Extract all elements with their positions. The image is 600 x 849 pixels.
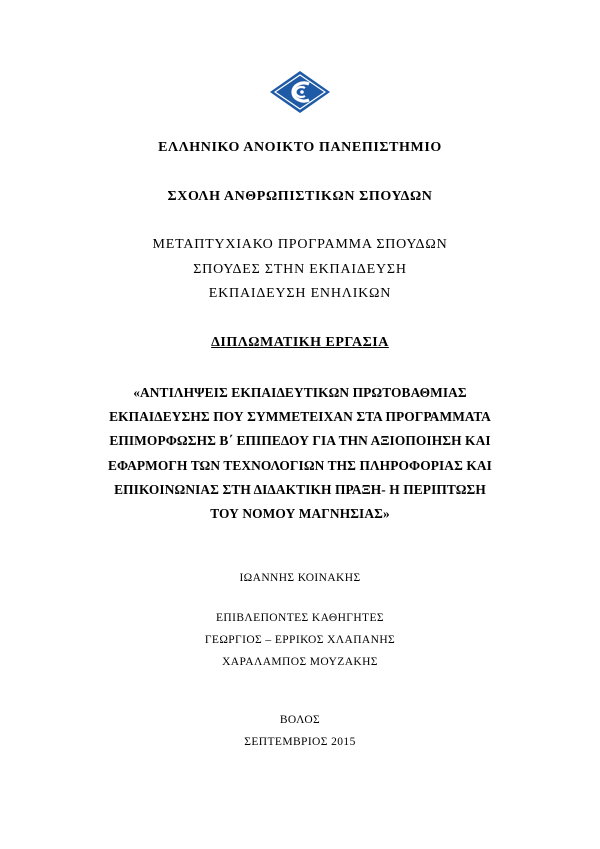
thesis-label: ΔΙΠΛΩΜΑΤΙΚΗ ΕΡΓΑΣΙΑ: [211, 335, 389, 350]
program-line-1: ΜΕΤΑΠΤΥΧΙΑΚΟ ΠΡΟΓΡΑΜΜΑ ΣΠΟΥΔΩΝ: [152, 237, 448, 252]
supervisors-label: ΕΠΙΒΛΕΠΟΝΤΕΣ ΚΑΘΗΓΗΤΕΣ: [216, 612, 384, 624]
city: ΒΟΛΟΣ: [279, 714, 321, 726]
supervisor-name: ΓΕΩΡΓΙΟΣ – ΕΡΡΙΚΟΣ ΧΛΑΠΑΝΗΣ: [204, 634, 396, 646]
thesis-title-line: «ΑΝΤΙΛΗΨΕΙΣ ΕΚΠΑΙΔΕΥΤΙΚΩΝ ΠΡΩΤΟΒΑΘΜΙΑΣ: [133, 385, 467, 400]
supervisor-name: ΧΑΡΑΛΑΜΠΟΣ ΜΟΥΖΑΚΗΣ: [222, 656, 378, 668]
thesis-title-line: ΕΦΑΡΜΟΓΗ ΤΩΝ ΤΕΧΝΟΛΟΓΙΩΝ ΤΗΣ ΠΛΗΡΟΦΟΡΙΑΣ ΚΑΙ: [108, 458, 492, 473]
program-line-2: ΣΠΟΥΔΕΣ ΣΤΗΝ ΕΚΠΑΙΔΕΥΣΗ: [193, 262, 407, 277]
thesis-title-line: ΕΠΙΚΟΙΝΩΝΙΑΣ ΣΤΗ ΔΙΔΑΚΤΙΚΗ ΠΡΑΞΗ- Η ΠΕΡΙΠΤΩΣΗ: [114, 482, 486, 497]
university-logo-icon: [269, 70, 331, 114]
author-name: ΙΩΑΝΝΗΣ ΚΟΙΝΑΚΗΣ: [239, 572, 361, 584]
thesis-title-line: ΕΠΙΜΟΡΦΩΣΗΣ Β΄ ΕΠΙΠΕΔΟΥ ΓΙΑ ΤΗΝ ΑΞΙΟΠΟΙΗΣΗ ΚΑΙ: [109, 433, 491, 448]
thesis-title-line: ΕΚΠΑΙΔΕΥΣΗΣ ΠΟΥ ΣΥΜΜΕΤΕΙΧΑΝ ΣΤΑ ΠΡΟΓΡΑΜΜΑΤΑ: [109, 409, 491, 424]
date: ΣΕΠΤΕΜΒΡΙΟΣ 2015: [244, 736, 356, 748]
school-name: ΣΧΟΛΗ ΑΝΘΡΩΠΙΣΤΙΚΩΝ ΣΠΟΥΔΩΝ: [167, 189, 433, 204]
program-line-3: ΕΚΠΑΙΔΕΥΣΗ ΕΝΗΛΙΚΩΝ: [208, 286, 392, 301]
thesis-title-line: ΤΟΥ ΝΟΜΟΥ ΜΑΓΝΗΣΙΑΣ»: [210, 506, 390, 521]
university-name: ΕΛΛΗΝΙΚΟ ΑΝΟΙΚΤΟ ΠΑΝΕΠΙΣΤΗΜΙΟ: [158, 140, 442, 155]
